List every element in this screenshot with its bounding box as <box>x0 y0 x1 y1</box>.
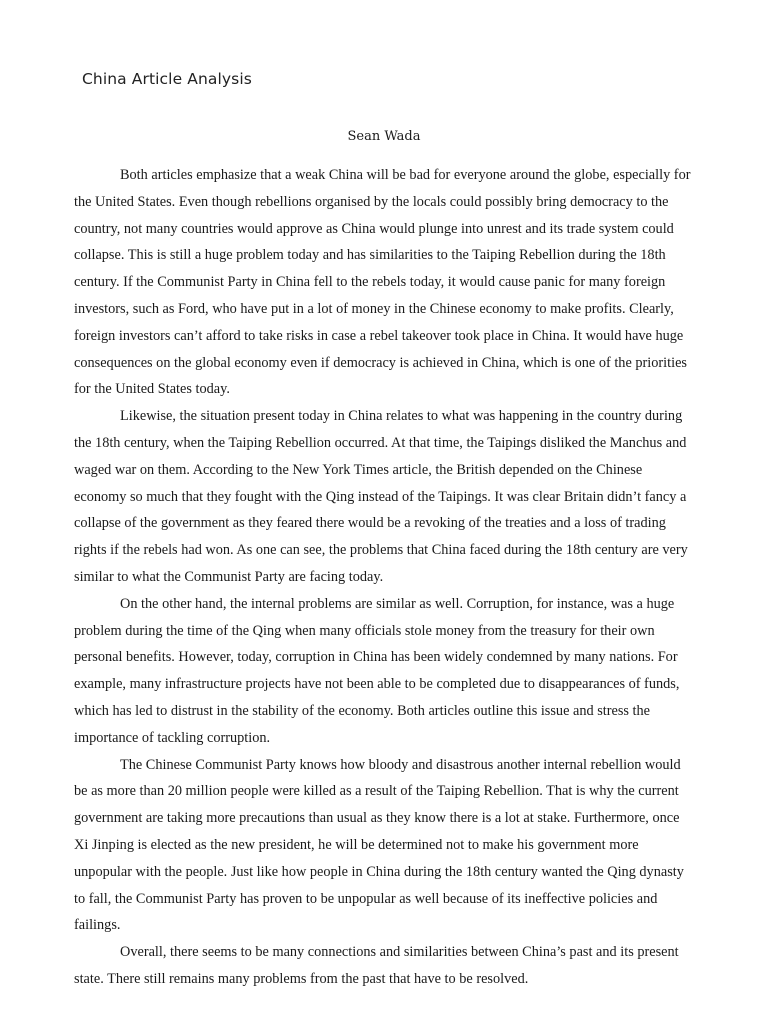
document-body <box>74 162 696 993</box>
document-heading: China Article Analysis <box>82 70 252 88</box>
author-name: Sean Wada <box>347 129 421 144</box>
paragraph-2: Likewise, the situation present today in China relates to what was happening in the country during the 18th century, when the Taiping Rebellion occurred. At that time, the Taipings disliked the Manchus and waged war on them. According to the New York Times article, the British depended on the Chinese economy so much that they fought with the Qing instead of the Taipings. It was clear Britain didn’t fancy a collapse of the government as they feared there would be a revoking of the treaties and a loss of trading rights if the rebels had won. As one can see, the problems that China faced during the 18th century are very similar to what the Communist Party are facing today. <box>74 408 688 585</box>
paragraph-3: On the other hand, the internal problems are similar as well. Corruption, for instance, was a huge problem during the time of the Qing when many officials stole money from the treasury for their own personal benefits. However, today, corruption in China has been widely condemned by many nations. For example, many infrastructure projects have not been able to be completed due to disappearances of funds, which has led to distrust in the stability of the economy. Both articles outline this issue and stress the importance of tackling corruption. <box>74 595 680 746</box>
paragraph-1: Both articles emphasize that a weak China will be bad for everyone around the globe, especially for the United States. Even though rebellions organised by the locals could possibly bring democracy to the country, not many countries would approve as China would plunge into unrest and its trade system could collapse. This is still a huge problem today and has similarities to the Taiping Rebellion during the 18th century. If the Communist Party in China fell to the rebels today, it would cause panic for many foreign investors, such as Ford, who have put in a lot of money in the Chinese economy to make profits. Clearly, foreign investors can’t afford to take risks in case a rebel takeover took place in China. It would have huge consequences on the global economy even if democracy is achieved in China, which is one of the priorities for the United States today. <box>74 167 691 398</box>
paragraph-4: The Chinese Communist Party knows how bloody and disastrous another internal rebellion would be as more than 20 million people were killed as a result of the Taiping Rebellion. That is why the current government are taking more precautions than usual as they know there is a lot at stake. Furthermore, once Xi Jinping is elected as the new president, he will be determined not to make his government more unpopular with the people. Just like how people in China during the 18th century wanted the Qing dynasty to fall, the Communist Party has proven to be unpopular as well because of its ineffective policies and failings. <box>74 756 684 934</box>
paragraph-5: Overall, there seems to be many connections and similarities between China’s past and its present state. There still remains many problems from the past that have to be resolved. <box>74 944 679 987</box>
